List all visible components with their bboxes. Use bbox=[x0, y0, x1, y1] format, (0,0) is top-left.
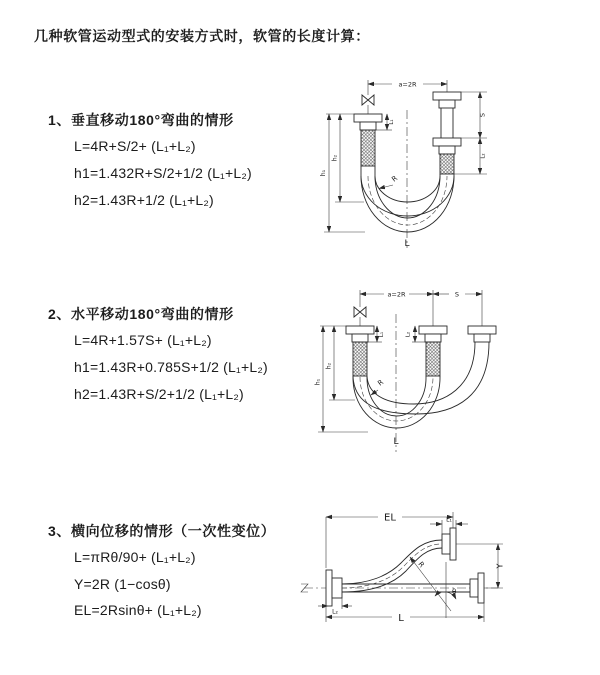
radius-label: R bbox=[376, 378, 386, 388]
dim-label-span: a=2R bbox=[398, 80, 417, 89]
dim-label-h1: h₁ bbox=[314, 378, 322, 386]
section-1-formula-h1: h1=1.432R+S/2+1/2 (L₁+L₂) bbox=[74, 165, 252, 181]
section-2-formula-h2: h2=1.43R+S/2+1/2 (L₁+L₂) bbox=[74, 386, 244, 402]
dimension-span bbox=[368, 80, 447, 88]
length-label: L bbox=[404, 239, 410, 249]
dimension-l1 bbox=[430, 517, 468, 535]
right-hose-braid bbox=[440, 154, 454, 174]
section-2-formula-L: L=4R+1.57S+ (L₁+L₂) bbox=[74, 332, 212, 348]
page-title: 几种软管运动型式的安装方式时，软管的长度计算： bbox=[34, 28, 370, 44]
dimension-h1 bbox=[320, 114, 365, 232]
theta-label: θ bbox=[452, 588, 457, 596]
dim-label-span: a=2R bbox=[387, 290, 406, 299]
radius-label: R bbox=[416, 560, 426, 570]
left-flange bbox=[346, 326, 374, 342]
dim-label-h1: h₁ bbox=[320, 169, 327, 177]
dim-label-s: S bbox=[454, 290, 460, 299]
displaced-flange bbox=[442, 528, 456, 560]
section-1-formula-h2: h2=1.43R+1/2 (L₁+L₂) bbox=[74, 192, 214, 208]
section-3-heading: 3、横向位移的情形（一次性变位） bbox=[48, 523, 276, 539]
dim-label-l2: L₂ bbox=[480, 153, 487, 159]
right-flange bbox=[470, 573, 484, 603]
dim-label-l2: L₂ bbox=[332, 608, 338, 616]
diagram-lateral-displacement bbox=[298, 500, 598, 660]
section-3-formula-EL: EL=2Rsinθ+ (L₁+L₂) bbox=[74, 602, 202, 618]
dim-label-h2: h₂ bbox=[325, 362, 333, 370]
dimension-el bbox=[326, 512, 453, 568]
left-flange bbox=[326, 570, 342, 606]
dim-label-l1: L₁ bbox=[389, 119, 395, 125]
dim-label-y: Y bbox=[495, 563, 505, 569]
dimension-s bbox=[433, 290, 482, 298]
dimension-l2 bbox=[480, 138, 487, 174]
diagram-horizontal-180 bbox=[308, 282, 598, 460]
valve-icon bbox=[362, 80, 374, 114]
dimension-h2 bbox=[332, 114, 365, 202]
length-label: L bbox=[393, 437, 399, 447]
hose-u-bend-displaced bbox=[353, 342, 489, 414]
diagram-vertical-180 bbox=[308, 70, 598, 260]
dim-label-l: L bbox=[398, 613, 404, 624]
dim-label-el: EL bbox=[384, 512, 396, 524]
right-pipe bbox=[433, 80, 461, 174]
valve-icon bbox=[354, 290, 366, 326]
section-3-formula-Y: Y=2R (1−cosθ) bbox=[74, 576, 171, 592]
radius-callout bbox=[371, 378, 385, 395]
section-2-heading: 2、水平移动180°弯曲的情形 bbox=[48, 306, 234, 322]
dimension-h2 bbox=[326, 326, 356, 400]
middle-flange bbox=[419, 326, 447, 342]
left-flange bbox=[354, 114, 382, 130]
dim-label-l2: L₂ bbox=[405, 331, 412, 338]
dim-label-s: S bbox=[478, 112, 487, 118]
dimension-l2 bbox=[318, 598, 352, 616]
radius-callout bbox=[379, 174, 399, 188]
middle-hose-braid bbox=[426, 342, 440, 376]
radius-label: R bbox=[390, 174, 400, 184]
dim-label-l1: L₁ bbox=[446, 516, 452, 524]
right-flange bbox=[468, 326, 496, 342]
section-1-formula-L: L=4R+S/2+ (L₁+L₂) bbox=[74, 138, 196, 154]
dimension-s bbox=[454, 92, 487, 174]
dimension-span bbox=[360, 290, 433, 298]
dim-label-l1: L₁ bbox=[379, 331, 385, 338]
section-2-formula-h1: h1=1.43R+0.785S+1/2 (L₁+L₂) bbox=[74, 359, 268, 375]
section-3-formula-L: L=πRθ/90+ (L₁+L₂) bbox=[74, 549, 196, 565]
left-hose-braid bbox=[361, 130, 375, 166]
radius-angle-construction bbox=[410, 557, 456, 618]
dim-label-h2: h₂ bbox=[331, 154, 339, 162]
section-1-heading: 1、垂直移动180°弯曲的情形 bbox=[48, 112, 234, 128]
left-hose-braid bbox=[353, 342, 367, 376]
hose-u-bend bbox=[361, 166, 454, 232]
